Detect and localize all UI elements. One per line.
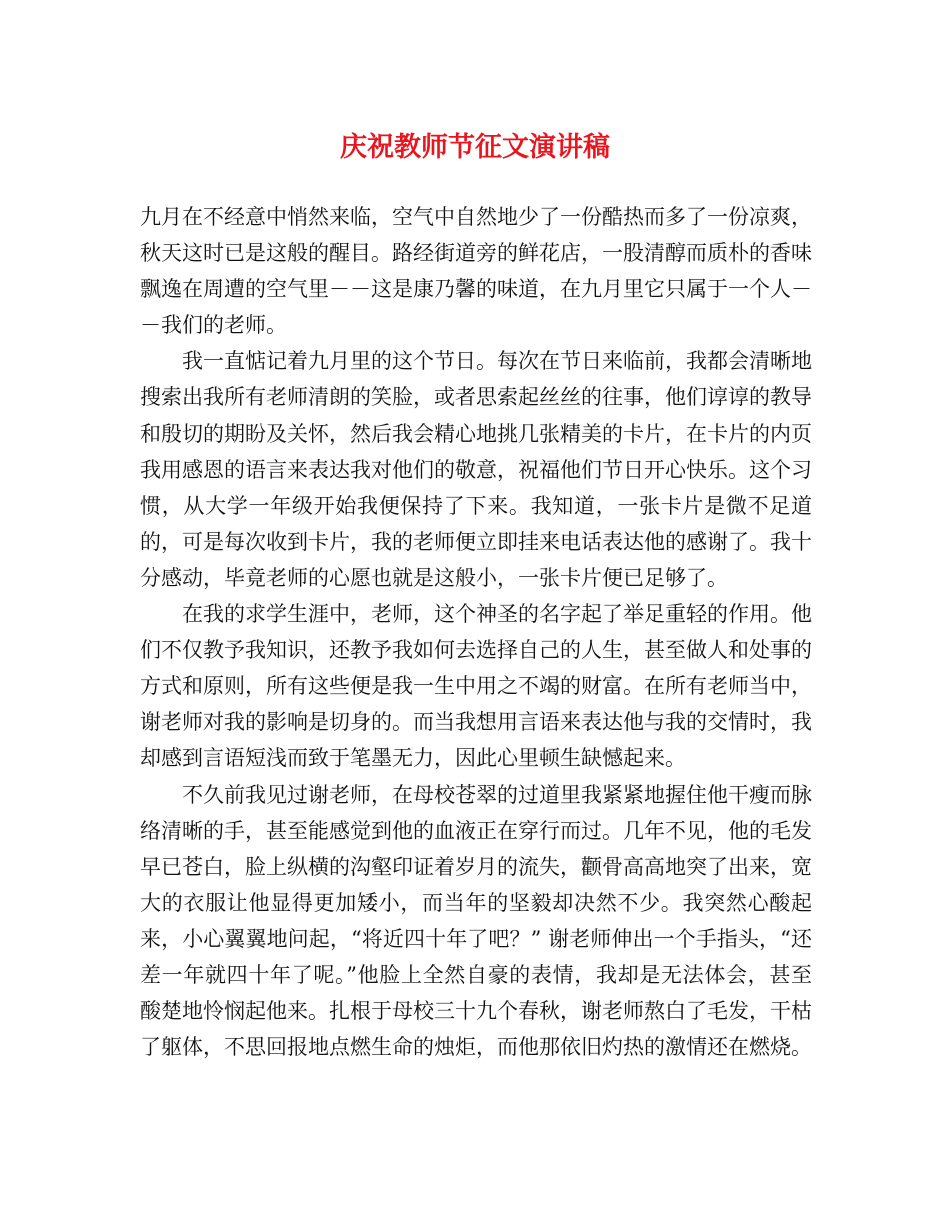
paragraph-1: 九月在不经意中悄然来临，空气中自然地少了一份酷热而多了一份凉爽，秋天这时已是这般的醒目。路经街道旁的鲜花店，一股清醇而质朴的香味飘逸在周遭的空气里－－这是康乃馨的味道，在九月里它只属于一个人－－我们的老师。 (140, 205, 812, 338)
document-title: 庆祝教师节征文演讲稿 (340, 132, 610, 163)
paragraph-3: 在我的求学生涯中，老师，这个神圣的名字起了举足重轻的作用。他们不仅教予我知识，还教予我如何去选择自己的人生，甚至做人和处事的方式和原则，所有这些便是我一生中用之不竭的财富。在所有老师当中，谢老师对我的影响是切身的。而当我想用言语来表达他与我的交情时，我却感到言语短浅而致于笔墨无力，因此心里顿生缺憾起来。 (140, 602, 812, 771)
paragraph-4: 不久前我见过谢老师，在母校苍翠的过道里我紧紧地握住他干瘦而脉络清晰的手，甚至能感觉到他的血液正在穿行而过。几年不见，他的毛发早已苍白，脸上纵横的沟壑印证着岁月的流失，颧骨高高地突了出来，宽大的衣服让他显得更加矮小，而当年的坚毅却决然不少。我突然心酸起来，小心翼翼地问起，“将近四十年了吧？” 谢老师伸出一个手指头，“还差一年就四十年了呢。”他脸上全然自豪的表情，我却是无法体会，甚至酸楚地怜悯起他来。扎根于母校三十九个春秋，谢老师熬白了毛发，干枯了躯体，不思回报地点燃生命的烛炬，而他那依旧灼热的激情还在燃烧。 (140, 782, 812, 1060)
document-body (140, 199, 812, 1065)
paragraph-2: 我一直惦记着九月里的这个节日。每次在节日来临前，我都会清晰地搜索出我所有老师清朗的笑脸，或者思索起丝丝的往事，他们谆谆的教导和殷切的期盼及关怀，然后我会精心地挑几张精美的卡片，在卡片的内页我用感恩的语言来表达我对他们的敬意，祝福他们节日开心快乐。这个习惯，从大学一年级开始我便保持了下来。我知道，一张卡片是微不足道的，可是每次收到卡片，我的老师便立即挂来电话表达他的感谢了。我十分感动，毕竟老师的心愿也就是这般小，一张卡片便已足够了。 (140, 349, 812, 590)
